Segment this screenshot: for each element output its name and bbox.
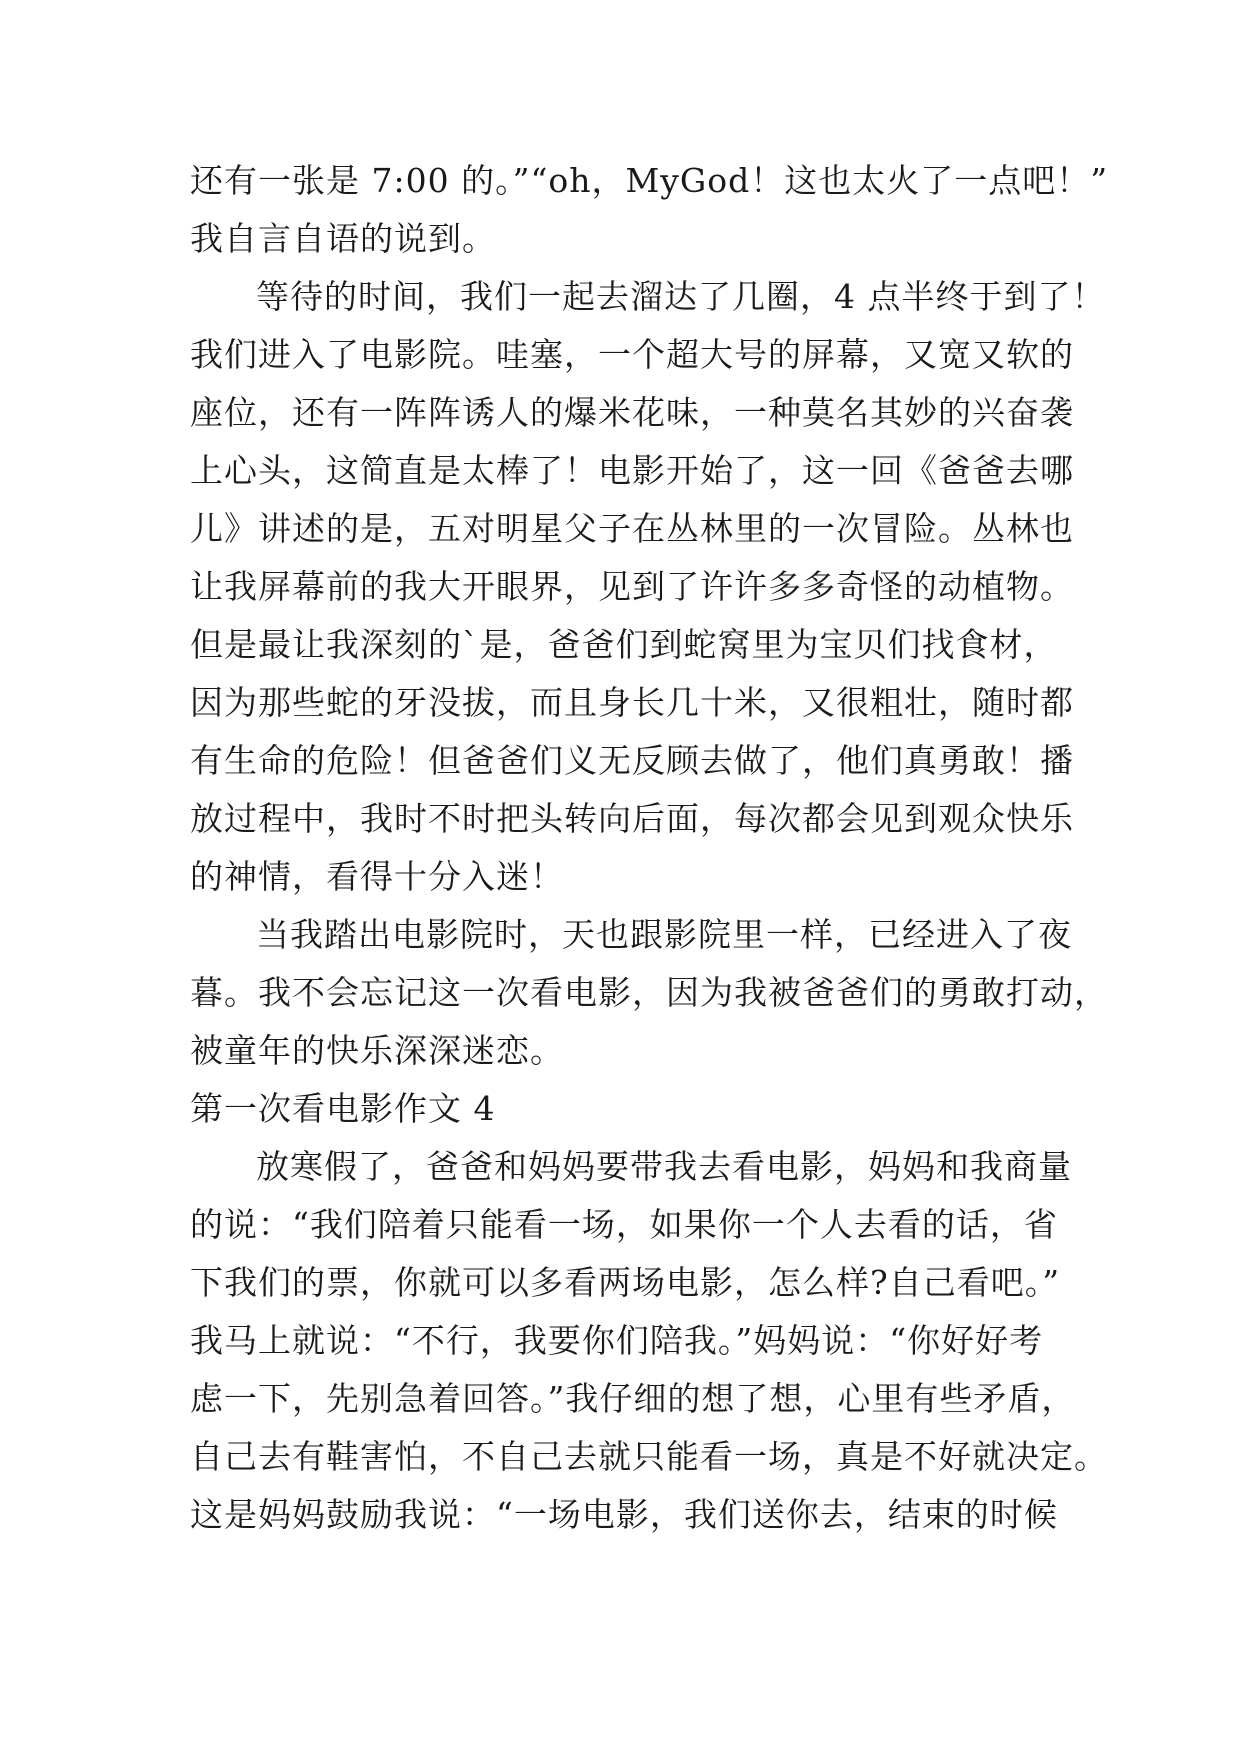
text-line: 我们进入了电影院。哇塞，一个超大号的屏幕，又宽又软的 xyxy=(190,335,1074,374)
paragraph-start-line: 当我踏出电影院时，天也跟影院里一样，已经进入了夜 xyxy=(256,915,1072,954)
text-line: 的说：“我们陪着只能看一场，如果你一个人去看的话，省 xyxy=(190,1205,1058,1244)
text-line: 让我屏幕前的我大开眼界，见到了许许多多奇怪的动植物。 xyxy=(190,567,1074,606)
text-line: 被童年的快乐深深迷恋。 xyxy=(190,1031,564,1070)
text-line: 这是妈妈鼓励我说：“一场电影，我们送你去，结束的时候 xyxy=(190,1495,1058,1534)
text-line: 还有一张是 7:00 的。”“oh，MyGod！这也太火了一点吧！” xyxy=(190,161,1109,200)
document-body xyxy=(190,152,1109,1544)
paragraph-start-line: 放寒假了，爸爸和妈妈要带我去看电影，妈妈和我商量 xyxy=(256,1147,1072,1186)
text-line: 因为那些蛇的牙没拔，而且身长几十米，又很粗壮，随时都 xyxy=(190,683,1074,722)
text-line: 座位，还有一阵阵诱人的爆米花味，一种莫名其妙的兴奋袭 xyxy=(190,393,1074,432)
text-line: 但是最让我深刻的`是，爸爸们到蛇窝里为宝贝们找食材， xyxy=(190,625,1058,664)
text-line: 暮。我不会忘记这一次看电影，因为我被爸爸们的勇敢打动， xyxy=(190,973,1108,1012)
text-line: 放过程中，我时不时把头转向后面，每次都会见到观众快乐 xyxy=(190,799,1074,838)
text-line: 的神情，看得十分入迷！ xyxy=(190,857,564,896)
paragraph-start-line: 等待的时间，我们一起去溜达了几圈，4 点半终于到了！ xyxy=(256,277,1106,316)
text-line: 有生命的危险！但爸爸们义无反顾去做了，他们真勇敢！播 xyxy=(190,741,1074,780)
text-line: 上心头，这简直是太棒了！电影开始了，这一回《爸爸去哪 xyxy=(190,451,1074,490)
text-line: 我马上就说：“不行，我要你们陪我。”妈妈说：“你好好考 xyxy=(190,1321,1044,1360)
text-line: 自己去有鞋害怕，不自己去就只能看一场，真是不好就决定。 xyxy=(190,1437,1108,1476)
section-heading: 第一次看电影作文 4 xyxy=(190,1089,496,1128)
text-line: 我自言自语的说到。 xyxy=(190,219,496,258)
text-line: 儿》讲述的是，五对明星父子在丛林里的一次冒险。丛林也 xyxy=(190,509,1074,548)
text-line: 虑一下，先别急着回答。”我仔细的想了想，心里有些矛盾， xyxy=(190,1379,1076,1418)
text-line: 下我们的票，你就可以多看两场电影，怎么样?自己看吧。” xyxy=(190,1263,1061,1302)
